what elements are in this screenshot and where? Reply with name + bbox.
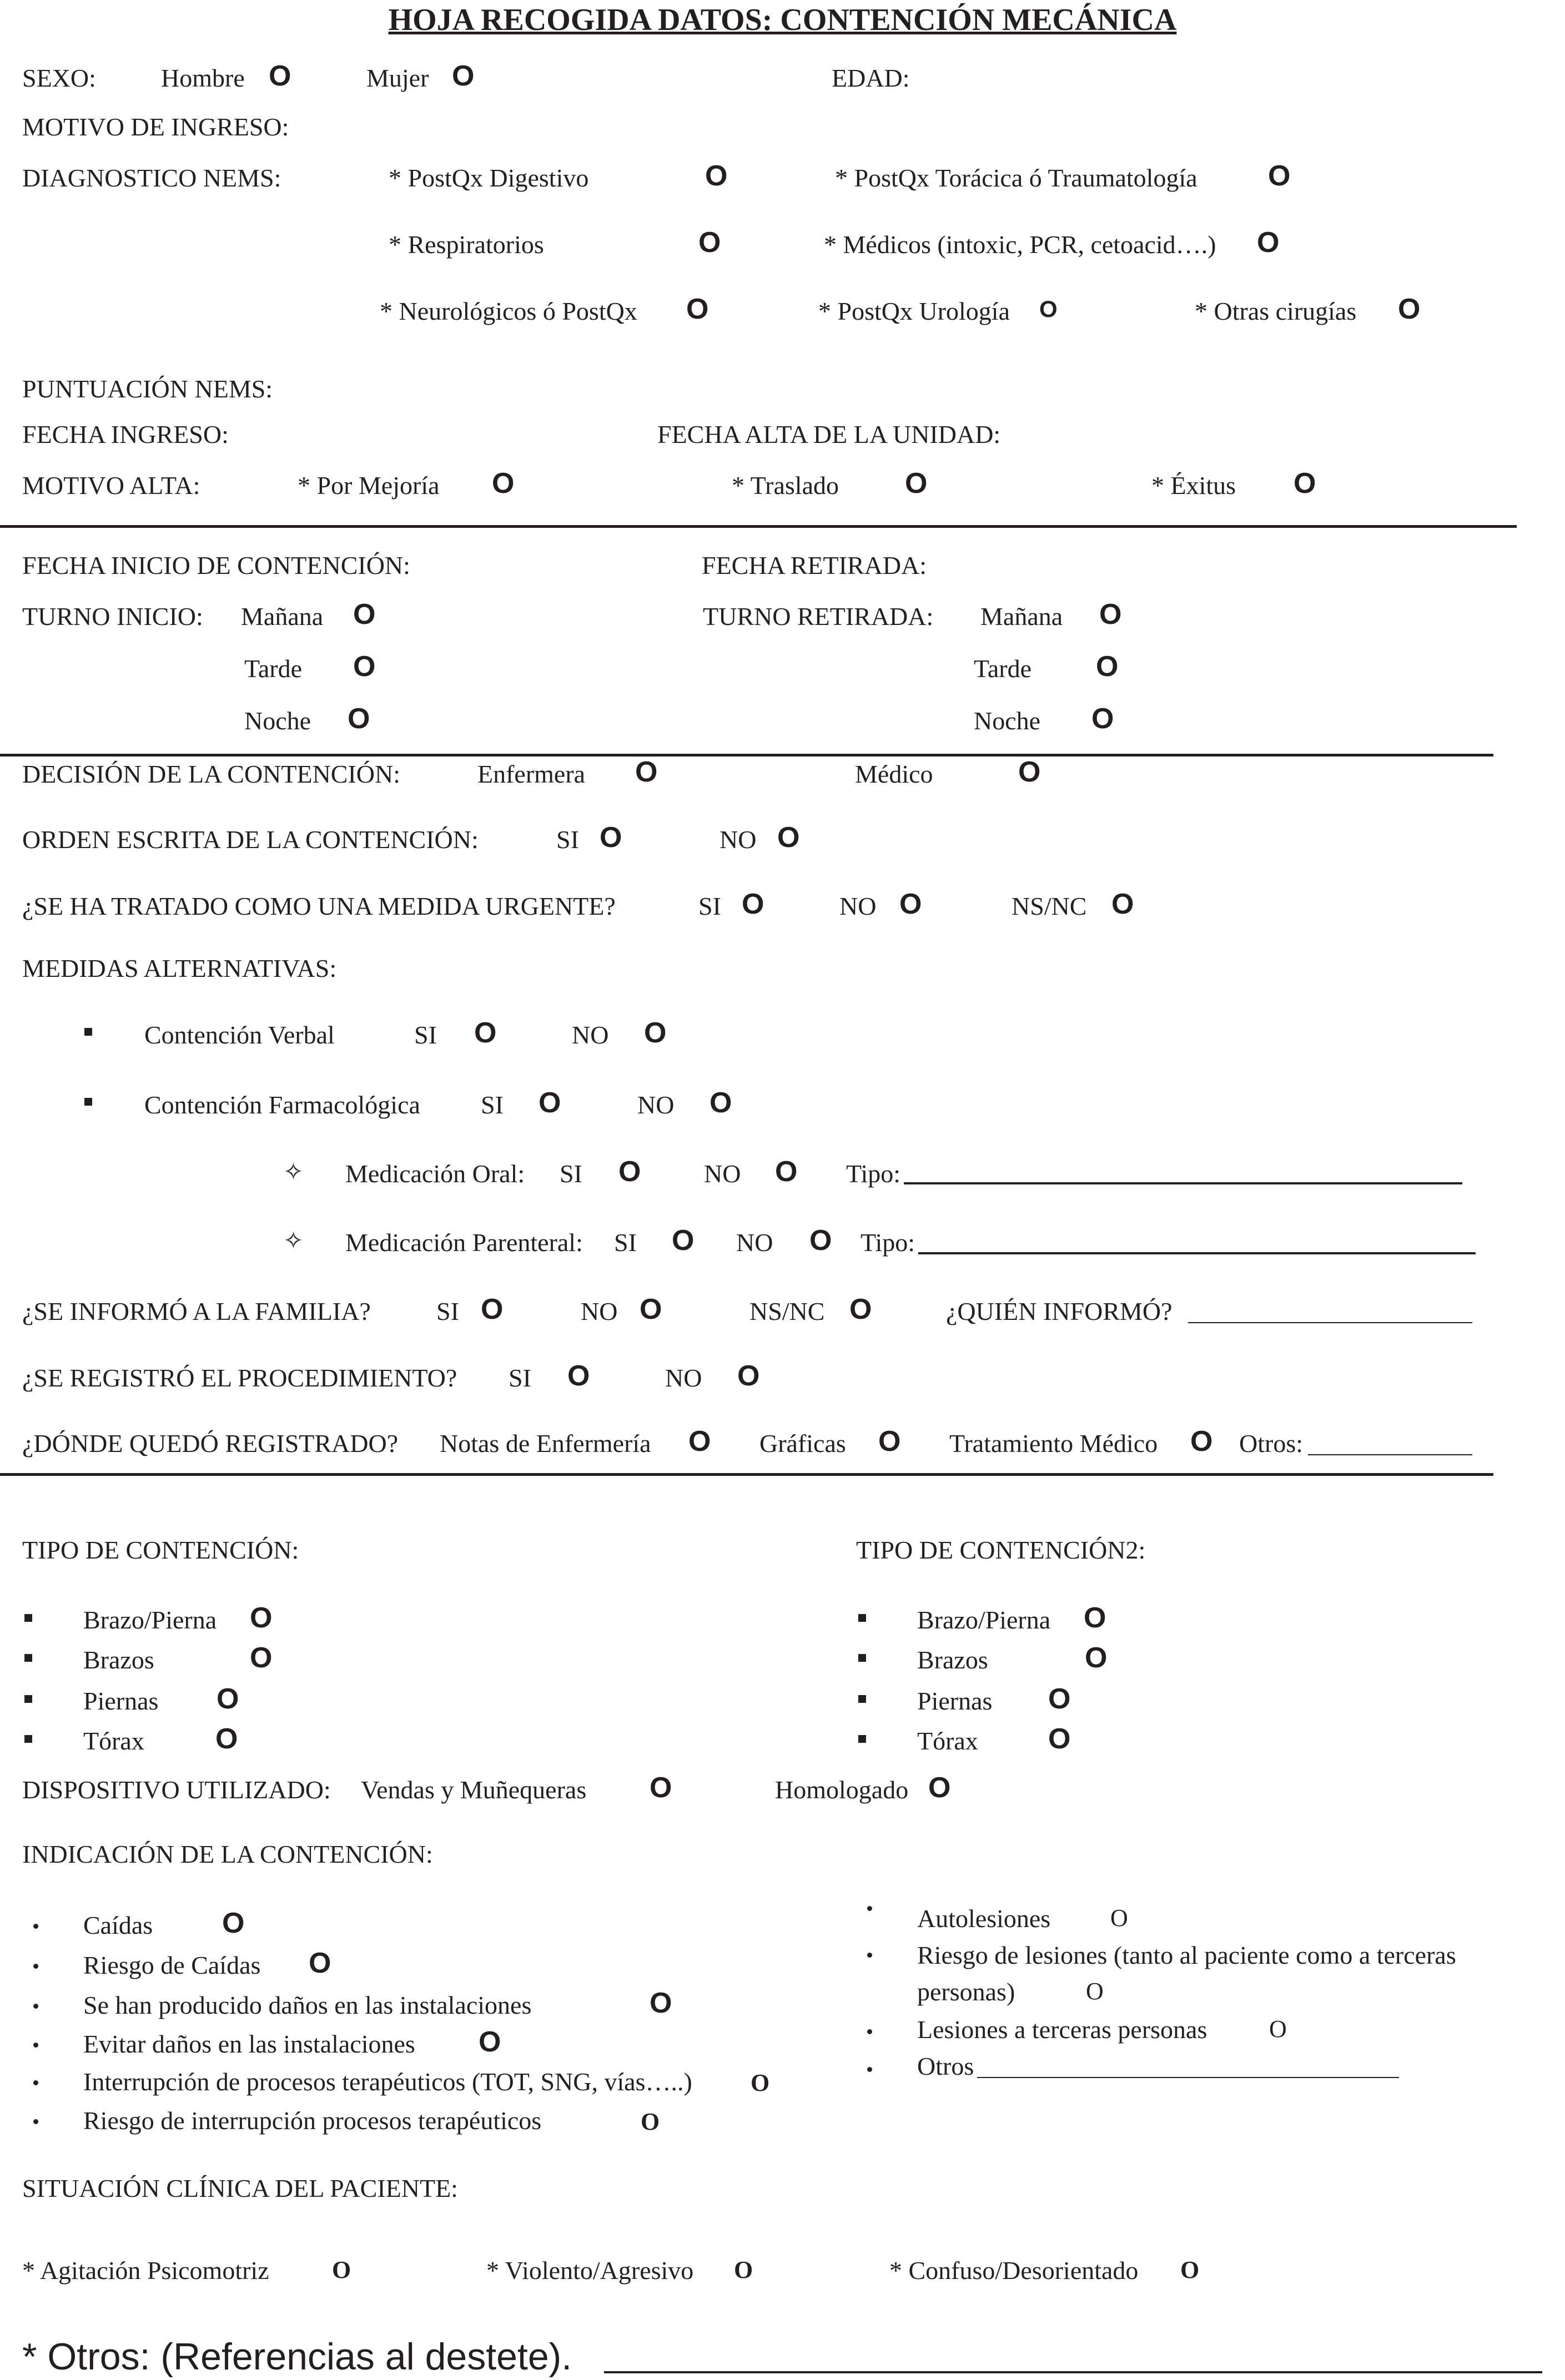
weaning-others-field[interactable] [604,2371,1542,2373]
diagnosis-option-label: * Neurológicos ó PostQx [380,297,637,325]
indication-interruption-label: Interrupción de procesos terapéuticos (TOT, SNG, vías…..) [83,2068,692,2096]
type-arms-option[interactable]: O [250,1642,273,1674]
where-nursing-notes-option[interactable]: O [688,1425,711,1458]
diagnosis-option-label: * Otras cirugías [1195,297,1357,325]
bullet-square [858,1614,866,1622]
decision-label: DECISIÓN DE LA CONTENCIÓN: [22,760,401,788]
sex-label: SEXO: [22,64,96,92]
bullet-square [24,1614,32,1622]
family-no-option[interactable]: O [640,1293,662,1325]
indication-injury-risk-label-cont: personas) [917,1978,1015,2006]
bullet-dot [33,2043,38,2048]
oral-type-field[interactable] [904,1182,1462,1184]
diagnosis-option-label: * PostQx Torácica ó Traumatología [835,164,1197,192]
indication-interruption-option[interactable]: O [751,2069,770,2096]
sex-female-option[interactable]: O [452,60,475,92]
indication-third-party-option[interactable]: O [1269,2015,1287,2043]
diagnosis-option-label: * Respiratorios [389,230,544,259]
nems-score-label: PUNTUACIÓN NEMS: [22,375,273,403]
parenteral-type-field[interactable] [918,1252,1476,1254]
type-legs-label: Piernas [83,1687,159,1715]
bullet-dot [867,1953,872,1958]
bullet-square [84,1098,92,1106]
type-arm-leg-label: Brazo/Pierna [83,1606,217,1634]
section-divider [0,1473,1493,1476]
clinical-agitation-label: * Agitación Psicomotriz [22,2256,269,2285]
type2-arms-label: Brazos [917,1646,988,1674]
parenteral-type-label: Tipo: [861,1228,915,1257]
indication-avoid-damage-option[interactable]: O [479,2026,501,2058]
restraint-type2-label: TIPO DE CONTENCIÓN2: [856,1536,1146,1564]
indication-falls-label: Caídas [83,1911,153,1939]
bullet-square [24,1654,32,1662]
type2-legs-option[interactable]: O [1048,1683,1071,1715]
section-divider [0,754,1493,757]
indication-fall-risk-label: Riesgo de Caídas [83,1951,261,1979]
restraint-start-date-label: FECHA INICIO DE CONTENCIÓN: [22,551,410,579]
weaning-others-label: * Otros: (Referencias al destete). [22,2336,572,2378]
registered-no-option[interactable]: O [737,1360,760,1392]
device-bandages-label: Vendas y Muñequeras [361,1776,587,1804]
family-yes-label: SI [436,1297,459,1325]
family-nsnc-label: NS/NC [749,1297,825,1325]
verbal-restraint-label: Contención Verbal [144,1021,335,1049]
family-nsnc-option[interactable]: O [849,1293,872,1325]
start-shift-label: TURNO INICIO: [22,602,203,631]
indication-third-party-label: Lesiones a terceras personas [917,2015,1207,2044]
parenteral-no-option[interactable]: O [809,1224,832,1257]
indication-self-harm-option[interactable]: O [1110,1904,1128,1932]
bullet-square [858,1695,866,1703]
written-order-no-label: NO [719,825,757,854]
restraint-type-label: TIPO DE CONTENCIÓN: [22,1536,299,1564]
oral-no-option[interactable]: O [775,1156,798,1188]
sex-male-label: Hombre [161,64,245,92]
clinical-violent-label: * Violento/Agresivo [486,2256,694,2285]
admission-reason-label: MOTIVO DE INGRESO: [22,113,289,141]
section-divider [0,525,1517,528]
written-order-yes-label: SI [556,825,579,854]
urgent-nsnc-label: NS/NC [1012,892,1087,920]
urgent-label: ¿SE HA TRATADO COMO UNA MEDIDA URGENTE? [22,892,616,920]
indication-self-harm-label: Autolesiones [917,1904,1051,1933]
clinical-confused-label: * Confuso/Desorientado [889,2256,1139,2285]
bullet-dot [33,2004,38,2009]
diagnosis-option-label: * PostQx Urología [818,297,1010,325]
diagnosis-medical-option[interactable]: O [1257,226,1280,259]
registered-no-label: NO [665,1364,702,1392]
written-order-yes-option[interactable]: O [600,821,622,854]
urgent-nsnc-option[interactable]: O [1111,888,1134,920]
bullet-square [24,1735,32,1743]
removal-shift-label: TURNO RETIRADA: [703,602,934,631]
indication-injury-risk-option[interactable]: O [1086,1978,1104,2005]
indication-fall-risk-option[interactable]: O [309,1947,331,1979]
indication-falls-option[interactable]: O [222,1907,245,1939]
written-order-label: ORDEN ESCRITA DE LA CONTENCIÓN: [22,825,479,854]
verbal-yes-label: SI [414,1021,437,1049]
clinical-confused-option[interactable]: O [1180,2256,1200,2283]
who-informed-field[interactable] [1188,1322,1472,1323]
discharge-transfer-label: * Traslado [732,471,839,500]
pharma-yes-label: SI [481,1091,504,1119]
sex-male-option[interactable]: O [269,60,291,92]
diamond-bullet-icon: ✧ [283,1227,304,1255]
indication-injury-risk-label: Riesgo de lesiones (tanto al paciente como a terceras [917,1941,1456,1969]
discharge-date-label: FECHA ALTA DE LA UNIDAD: [657,420,1001,448]
start-shift-afternoon-label: Tarde [244,654,303,683]
diagnosis-digestive-option[interactable]: O [705,160,728,192]
indication-interruption-risk-label: Riesgo de interrupción procesos terapéuticos [83,2106,542,2135]
removal-shift-afternoon-label: Tarde [974,654,1032,683]
oral-yes-option[interactable]: O [618,1156,641,1188]
diamond-bullet-icon: ✧ [283,1158,304,1186]
type-legs-option[interactable]: O [217,1683,239,1715]
family-no-label: NO [581,1297,618,1325]
bullet-square [24,1695,32,1703]
registered-yes-option[interactable]: O [567,1360,590,1392]
device-approved-option[interactable]: O [928,1772,951,1804]
type2-thorax-option[interactable]: O [1048,1723,1071,1755]
device-label: DISPOSITIVO UTILIZADO: [22,1776,331,1804]
bullet-square [858,1654,866,1662]
start-shift-morning-option[interactable]: O [353,598,376,631]
type2-arm-leg-option[interactable]: O [1084,1602,1106,1634]
type-thorax-label: Tórax [83,1727,144,1755]
device-approved-label: Homologado [775,1776,909,1804]
pharma-yes-option[interactable]: O [539,1087,561,1119]
type-arms-label: Brazos [83,1646,154,1674]
indication-others-field[interactable] [977,2077,1399,2078]
verbal-no-option[interactable]: O [644,1017,667,1049]
clinical-agitation-option[interactable]: O [332,2256,351,2283]
indication-interruption-risk-option[interactable]: O [641,2108,660,2135]
pharma-no-label: NO [637,1091,675,1119]
bullet-square [858,1735,866,1743]
removal-shift-afternoon-option[interactable]: O [1096,651,1119,683]
pharma-restraint-label: Contención Farmacológica [144,1091,420,1119]
decision-nurse-option[interactable]: O [635,756,658,788]
clinical-situation-label: SITUACIÓN CLÍNICA DEL PACIENTE: [22,2174,458,2202]
decision-nurse-label: Enfermera [477,760,586,788]
where-nursing-notes-label: Notas de Enfermería [440,1429,651,1458]
form-title: HOJA RECOGIDA DATOS: CONTENCIÓN MECÁNICA [388,3,1177,37]
discharge-improvement-option[interactable]: O [492,467,515,500]
oral-medication-label: Medicación Oral: [345,1159,525,1188]
bullet-dot [33,1924,38,1929]
indication-damage-done-option[interactable]: O [650,1987,672,2019]
type2-legs-label: Piernas [917,1687,993,1715]
procedure-registered-label: ¿SE REGISTRÓ EL PROCEDIMIENTO? [22,1364,457,1392]
removal-shift-morning-option[interactable]: O [1099,598,1122,631]
start-shift-morning-label: Mañana [241,602,324,631]
decision-doctor-option[interactable]: O [1018,756,1041,788]
parenteral-no-label: NO [736,1228,773,1257]
discharge-reason-label: MOTIVO ALTA: [22,471,200,500]
parenteral-yes-option[interactable]: O [672,1224,695,1257]
start-shift-afternoon-option[interactable]: O [353,651,376,683]
removal-shift-night-option[interactable]: O [1091,703,1114,735]
bullet-dot [867,2029,872,2034]
diagnosis-neuro-option[interactable]: O [686,293,709,325]
removal-date-label: FECHA RETIRADA: [702,551,927,579]
age-label: EDAD: [832,64,910,92]
type-arm-leg-option[interactable]: O [250,1602,273,1634]
bullet-dot [33,1964,38,1969]
where-others-label: Otros: [1239,1429,1303,1458]
verbal-no-label: NO [572,1021,609,1049]
written-order-no-option[interactable]: O [777,821,800,854]
parenteral-medication-label: Medicación Parenteral: [345,1228,583,1257]
discharge-improvement-label: * Por Mejoría [298,471,440,500]
type-thorax-option[interactable]: O [215,1723,238,1755]
type2-arms-option[interactable]: O [1085,1642,1108,1674]
indication-label: INDICACIÓN DE LA CONTENCIÓN: [22,1840,433,1868]
diagnosis-respiratory-option[interactable]: O [698,226,721,259]
sex-female-label: Mujer [366,64,429,92]
discharge-death-label: * Éxitus [1151,471,1236,500]
diagnosis-label: DIAGNOSTICO NEMS: [22,164,281,192]
where-charts-label: Gráficas [759,1429,846,1458]
discharge-transfer-option[interactable]: O [905,467,928,500]
type2-arm-leg-label: Brazo/Pierna [917,1606,1051,1634]
oral-yes-label: SI [560,1159,582,1188]
decision-doctor-label: Médico [855,760,933,788]
oral-type-label: Tipo: [846,1159,901,1188]
oral-no-label: NO [704,1159,741,1188]
diagnosis-urology-option[interactable]: O [1039,296,1058,322]
diagnosis-option-label: * PostQx Digestivo [389,164,589,192]
family-informed-label: ¿SE INFORMÓ A LA FAMILIA? [22,1297,371,1325]
where-charts-option[interactable]: O [878,1425,901,1458]
removal-shift-night-label: Noche [974,707,1041,735]
start-shift-night-option[interactable]: O [348,703,370,735]
bullet-dot [867,2067,872,2072]
where-medical-treatment-option[interactable]: O [1190,1425,1213,1458]
bullet-square [84,1028,92,1036]
parenteral-yes-label: SI [614,1228,637,1257]
device-bandages-option[interactable]: O [650,1772,672,1804]
urgent-no-label: NO [839,892,877,920]
discharge-death-option[interactable]: O [1294,467,1316,500]
type2-thorax-label: Tórax [917,1727,978,1755]
clinical-violent-option[interactable]: O [734,2256,753,2283]
where-medical-treatment-label: Tratamiento Médico [949,1429,1158,1458]
alternatives-label: MEDIDAS ALTERNATIVAS: [22,954,337,982]
diagnosis-option-label: * Médicos (intoxic, PCR, cetoacid….) [824,230,1216,259]
where-registered-label: ¿DÓNDE QUEDÓ REGISTRADO? [22,1429,399,1458]
diagnosis-other-option[interactable]: O [1398,293,1421,325]
bullet-dot [867,1906,872,1911]
registered-yes-label: SI [509,1364,531,1392]
pharma-no-option[interactable]: O [709,1087,732,1119]
verbal-yes-option[interactable]: O [474,1017,497,1049]
who-informed-label: ¿QUIÉN INFORMÓ? [946,1297,1173,1325]
diagnosis-thoracic-option[interactable]: O [1268,160,1291,192]
family-yes-option[interactable]: O [481,1293,504,1325]
indication-damage-done-label: Se han producido daños en las instalaciones [83,1991,532,2019]
start-shift-night-label: Noche [244,707,311,735]
urgent-yes-label: SI [698,892,721,920]
urgent-yes-option[interactable]: O [742,888,764,920]
indication-others-label: Otros [917,2052,974,2080]
bullet-dot [33,2080,38,2085]
admission-date-label: FECHA INGRESO: [22,420,229,448]
bullet-dot [33,2119,38,2124]
urgent-no-option[interactable]: O [899,888,922,920]
where-others-field[interactable] [1308,1454,1472,1455]
removal-shift-morning-label: Mañana [980,602,1063,631]
indication-avoid-damage-label: Evitar daños en las instalaciones [83,2030,415,2058]
